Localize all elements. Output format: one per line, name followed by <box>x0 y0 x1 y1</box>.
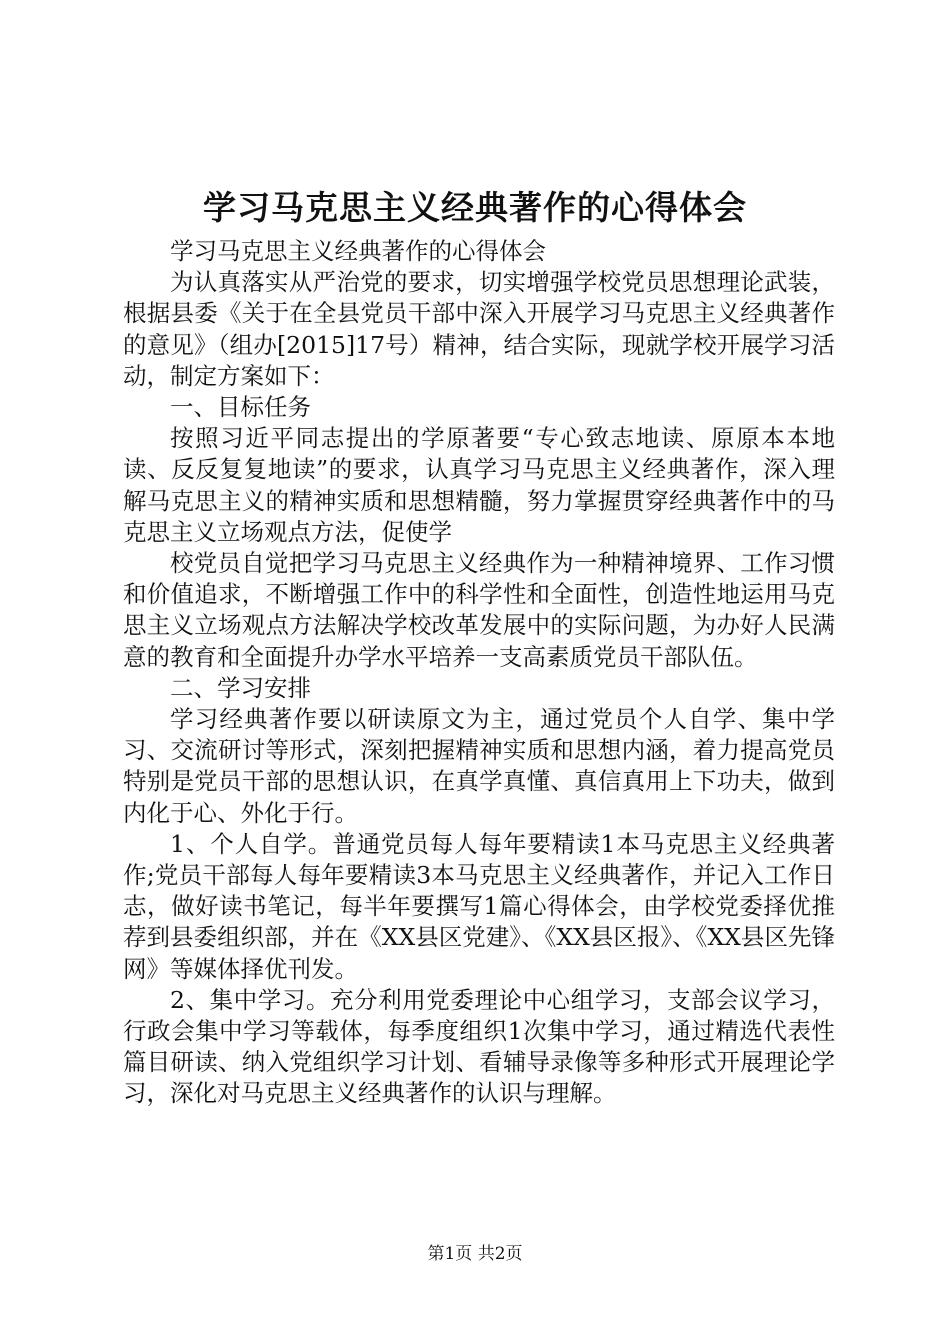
paragraph-goals: 按照习近平同志提出的学原著要“专心致志地读、原原本本地读、反反复复地读”的要求，认真学习马克思主义经典著作，深入理解马克思主义的精神实质和思想精髓，努力掌握贯穿经典著作中的马克思主义立场观点方法，促使学 <box>123 424 835 546</box>
paragraph-self-study: 1、个人自学。普通党员每人每年要精读1本马克思主义经典著作;党员干部每人每年要精读3本马克思主义经典著作，并记入工作日志，做好读书笔记，每半年要撰写1篇心得体会，由学校党委择优推荐到县委组织部，并在《XX县区党建》、《XX县区报》、《XX县区先锋网》等媒体择优刊发。 <box>123 829 835 983</box>
paragraph-group-study: 2、集中学习。充分利用党委理论中心组学习，支部会议学习，行政会集中学习等载体，每季度组织1次集中学习，通过精选代表性篇目研读、纳入党组织学习计划、看辅导录像等多种形式开展理论学习，深化对马克思主义经典著作的认识与理解。 <box>123 985 835 1108</box>
paragraph-arrangement: 学习经典著作要以研读原文为主，通过党员个人自学、集中学习、交流研讨等形式，深刻把握精神实质和思想内涵，着力提高党员特别是党员干部的思想认识，在真学真懂、真信真用上下功夫，做到内化于心、外化于行。 <box>123 705 835 827</box>
page-footer: 第1页 共2页 <box>427 1244 523 1264</box>
document-title: 学习马克思主义经典著作的心得体会 <box>203 188 747 227</box>
document-body <box>123 236 835 1110</box>
paragraph-goals-continued: 校党员自觉把学习马克思主义经典作为一种精神境界、工作习惯和价值追求，不断增强工作中的科学性和全面性，创造性地运用马克思主义立场观点方法解决学校改革发展中的实际问题，为办好人民满意的教育和全面提升办学水平培养一支高素质党员干部队伍。 <box>123 549 835 671</box>
section-heading-goals: 一、目标任务 <box>170 393 311 422</box>
document-subtitle: 学习马克思主义经典著作的心得体会 <box>170 237 546 265</box>
paragraph-intro: 为认真落实从严治党的要求，切实增强学校党员思想理论武装，根据县委《关于在全县党员干部中深入开展学习马克思主义经典著作的意见》（组办[2015]17号）精神，结合实际，现就学校开展学习活动，制定方案如下： <box>123 268 835 390</box>
section-heading-arrangement: 二、学习安排 <box>170 673 311 702</box>
